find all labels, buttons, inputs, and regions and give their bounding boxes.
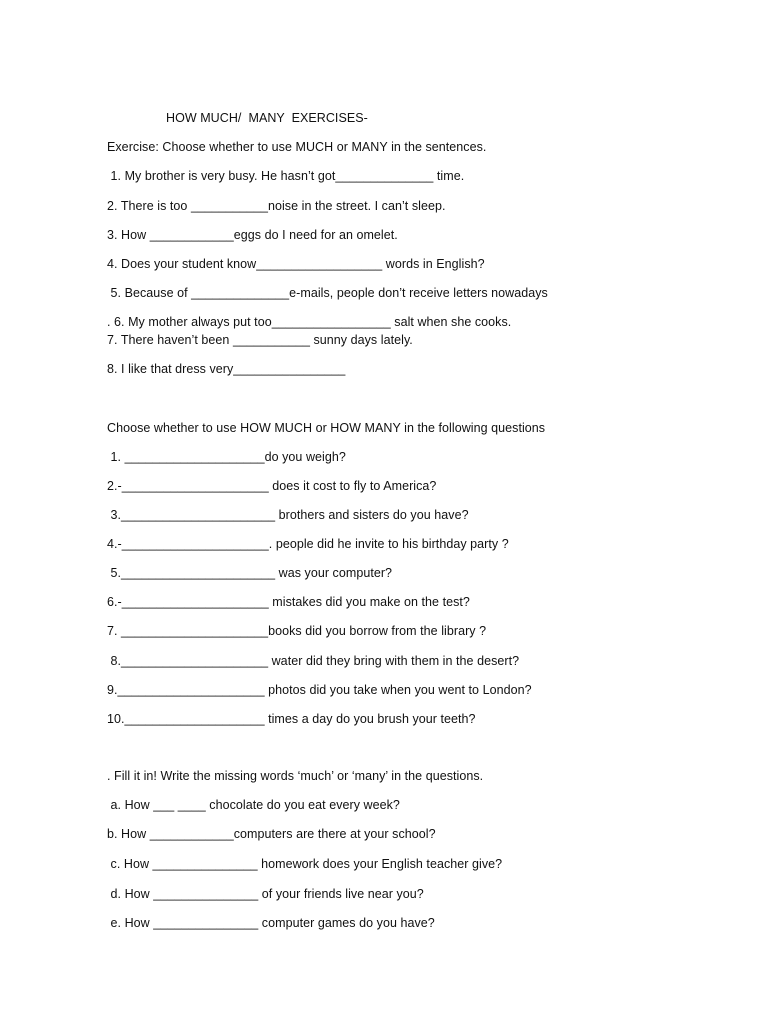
section1-item: 2. There is too ___________noise in the street. I can’t sleep. [107, 199, 446, 213]
section3-item: c. How _______________ homework does your English teacher give? [107, 857, 503, 871]
section3-item: d. How _______________ of your friends live near you? [107, 887, 424, 901]
section2-item: 10.____________________ times a day do you brush your teeth? [107, 712, 476, 726]
section1-instruction: Exercise: Choose whether to use MUCH or MANY in the sentences. [107, 140, 487, 154]
section2-item: 3.______________________ brothers and sisters do you have? [107, 508, 469, 522]
section2-item: 9._____________________ photos did you take when you went to London? [107, 683, 532, 697]
section2-item: 6.-_____________________ mistakes did you make on the test? [107, 595, 470, 609]
section2-item: 2.-_____________________ does it cost to fly to America? [107, 479, 437, 493]
section2-item: 8._____________________ water did they bring with them in the desert? [107, 654, 520, 668]
section3-item: a. How ___ ____ chocolate do you eat every week? [107, 798, 400, 812]
section2-item: 4.-_____________________. people did he invite to his birthday party ? [107, 537, 509, 551]
section2-item: 5.______________________ was your computer? [107, 566, 393, 580]
section1-item: 8. I like that dress very________________ [107, 362, 346, 376]
section3-instruction: . Fill it in! Write the missing words ‘much’ or ‘many’ in the questions. [107, 769, 484, 783]
section1-item: 5. Because of ______________e-mails, people don’t receive letters nowadays [107, 286, 548, 300]
section2-item: 1. ____________________do you weigh? [107, 450, 346, 464]
section2-item: 7. _____________________books did you borrow from the library ? [107, 624, 487, 638]
section1-item: 4. Does your student know__________________ words in English? [107, 257, 485, 271]
section2-instruction: Choose whether to use HOW MUCH or HOW MANY in the following questions [107, 421, 546, 435]
section1-item: 7. There haven’t been ___________ sunny days lately. [107, 333, 413, 347]
worksheet-title: HOW MUCH/ MANY EXERCISES- [166, 111, 368, 125]
section3-item: b. How ____________computers are there at your school? [107, 827, 436, 841]
section3-item: e. How _______________ computer games do you have? [107, 916, 435, 930]
section1-item: 1. My brother is very busy. He hasn’t got______________ time. [107, 169, 465, 183]
section1-item: 3. How ____________eggs do I need for an omelet. [107, 228, 398, 242]
section1-item: . 6. My mother always put too_________________ salt when she cooks. [107, 315, 512, 329]
